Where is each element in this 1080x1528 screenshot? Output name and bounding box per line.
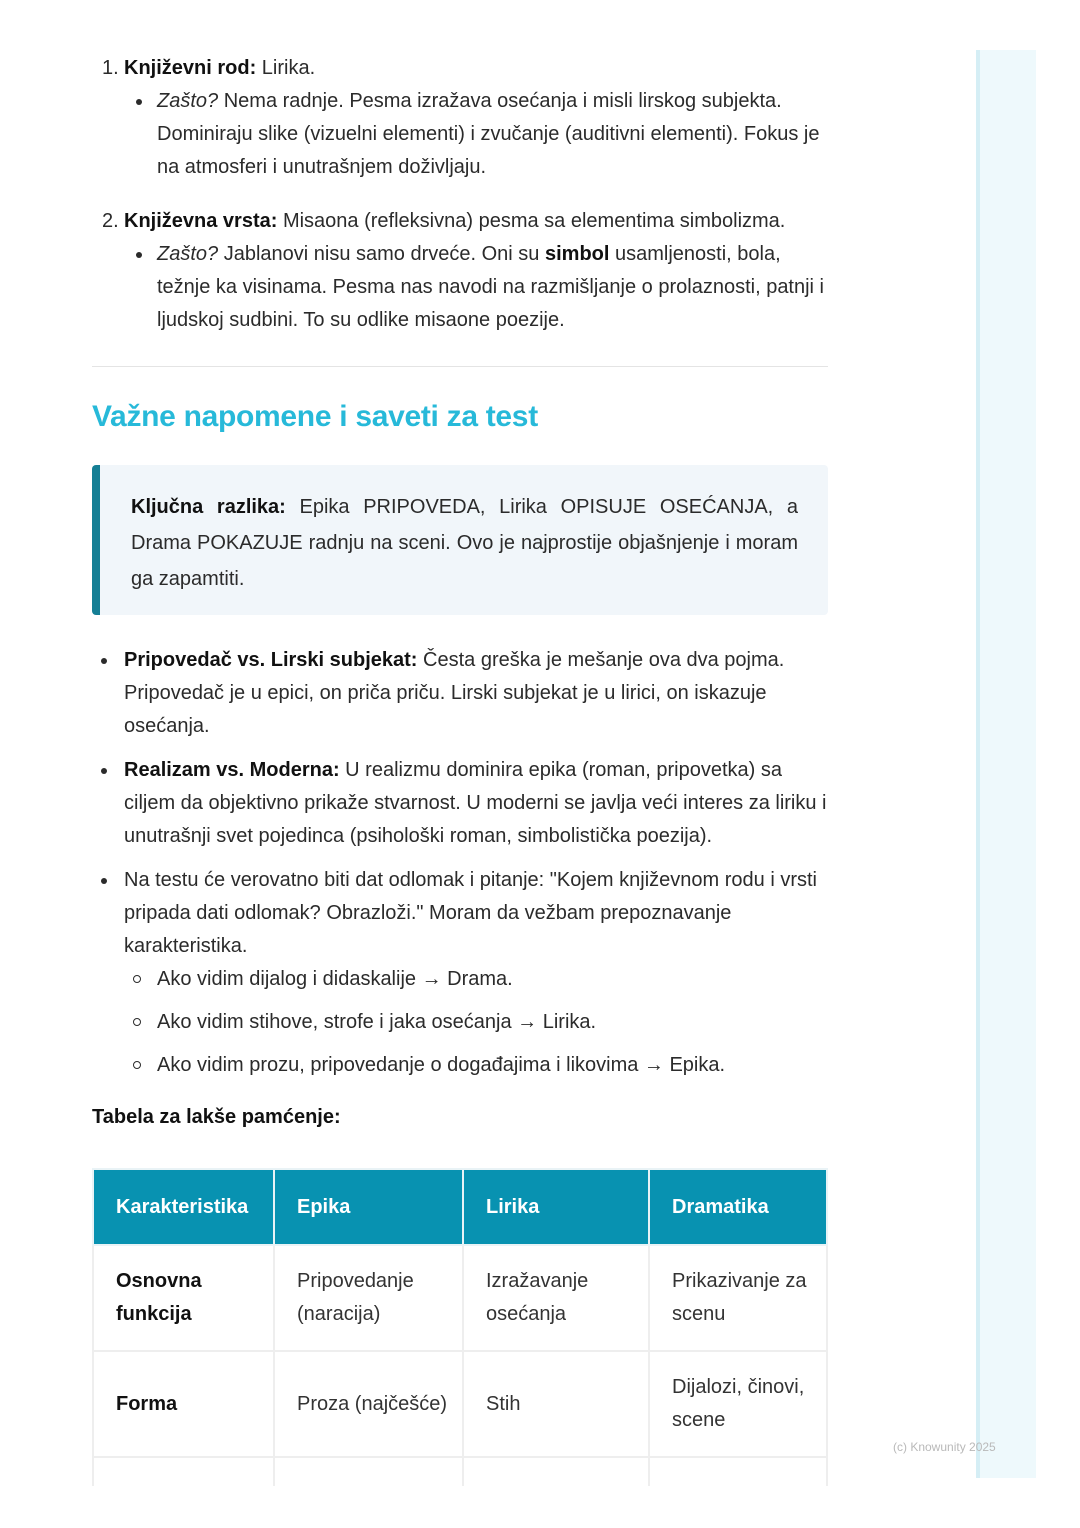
table-title: Tabela za lakše pamćenje:: [92, 1106, 341, 1128]
page-side-strip: [976, 50, 1036, 1478]
table-cell: Proza (najčešće): [274, 1351, 463, 1457]
item-value: Lirika.: [256, 57, 316, 79]
copyright-watermark: (c) Knowunity 2025: [893, 1440, 996, 1454]
table-cell: Dijalozi, činovi, scene: [649, 1351, 827, 1457]
table-cell: [649, 1457, 827, 1486]
genre-list: [102, 52, 828, 337]
sub-list-item: [124, 85, 828, 184]
row-header: Forma: [93, 1351, 274, 1457]
header-epic: Epika: [274, 1169, 463, 1245]
header-lyric: Lirika: [463, 1169, 649, 1245]
sub-list: [124, 85, 828, 184]
why-text: Jablanovi nisu samo drveće. Oni su: [218, 243, 545, 265]
tip-label: Realizam vs. Moderna:: [124, 759, 340, 781]
table-cell: Izražavanje osećanja: [463, 1245, 649, 1351]
table-cell: Pripovedanje (naracija): [274, 1245, 463, 1351]
why-text: Nema radnje. Pesma izražava osećanja i misli lirskog subjekta. Dominiraju slike (vizuelni elementi) i zvučanje (auditivni elementi). Fokus je na atmosferi i unutrašnjem doživljaju.: [157, 90, 820, 178]
tip-label: Pripovedač vs. Lirski subjekat:: [124, 649, 418, 671]
tips-list: [92, 644, 828, 1082]
table-row: [93, 1351, 827, 1457]
recognition-item-epic: Ako vidim prozu, pripovedanje o događajima i likovima → Epika.: [124, 1049, 828, 1082]
section-divider: [92, 366, 828, 367]
list-item-literary-kind: [102, 52, 828, 184]
item-value: Misaona (refleksivna) pesma sa elementima simbolizma.: [277, 210, 786, 232]
callout-label: Ključna razlika:: [131, 496, 286, 518]
why-label: Zašto?: [157, 90, 219, 112]
sub-list: [124, 238, 828, 337]
tip-narrator-vs-lyric-subject: [92, 644, 828, 743]
table-cell: [463, 1457, 649, 1486]
callout-text: Epika PRIPOVEDA, Lirika OPISUJE OSEĆANJA, a Drama POKAZUJE radnju na sceni. Ovo je najprostije objašnjenje i moram ga zapamtiti.: [131, 496, 799, 590]
tip-text: Česta greška je mešanje ova dva pojma. Pripovedač je u epici, on priča priču. Lirski subjekat je u lirici, on iskazuje osećanja.: [124, 649, 785, 737]
recognition-item-lyric: Ako vidim stihove, strofe i jaka osećanja → Lirika.: [124, 1006, 828, 1039]
recognition-item-drama: Ako vidim dijalog i didaskalije → Drama.: [124, 963, 828, 996]
key-difference-callout: [92, 465, 828, 615]
tip-text: U realizmu dominira epika (roman, pripovetka) sa ciljem da objektivno prikaže stvarnost. U moderni se javlja veći interes za liriku i unutrašnji svet pojedinca (psihološki roman, simbolistička poezija).: [124, 759, 827, 847]
why-text: usamljenosti, bola, težnje ka visinama. Pesma nas navodi na razmišljanje o prolaznosti, patnji i ljudskoj sudbini. To su odlike misaone poezije.: [157, 243, 825, 331]
table-cell: [274, 1457, 463, 1486]
row-header: Osnovna funkcija: [93, 1245, 274, 1351]
item-label: Književna vrsta:: [124, 210, 278, 232]
table-cell: [93, 1457, 274, 1486]
table-cell: Stih: [463, 1351, 649, 1457]
tip-text: Na testu će verovatno biti dat odlomak i pitanje: "Kojem književnom rodu i vrsti pripada dati odlomak? Obrazloži." Moram da vežbam prepoznavanje karakteristika.: [124, 869, 817, 957]
header-drama: Dramatika: [649, 1169, 827, 1245]
list-item-literary-type: [102, 205, 828, 337]
item-label: Književni rod:: [124, 57, 257, 79]
table-row: [93, 1245, 827, 1351]
comparison-table: [92, 1168, 828, 1486]
list-number: 2.: [102, 210, 119, 232]
table-header-row: [93, 1169, 827, 1245]
header-characteristic: Karakteristika: [93, 1169, 274, 1245]
list-number: 1.: [102, 57, 119, 79]
tip-realism-vs-modernism: [92, 754, 828, 853]
table-row-cut-off: [93, 1457, 827, 1486]
tip-test-question: [92, 864, 828, 1082]
section-title: Važne napomene i saveti za test: [92, 400, 538, 433]
recognition-list: [124, 963, 828, 1082]
sub-list-item: [124, 238, 828, 337]
why-label: Zašto?: [157, 243, 219, 265]
bold-term: simbol: [544, 243, 610, 265]
table-cell: Prikazivanje za scenu: [649, 1245, 827, 1351]
